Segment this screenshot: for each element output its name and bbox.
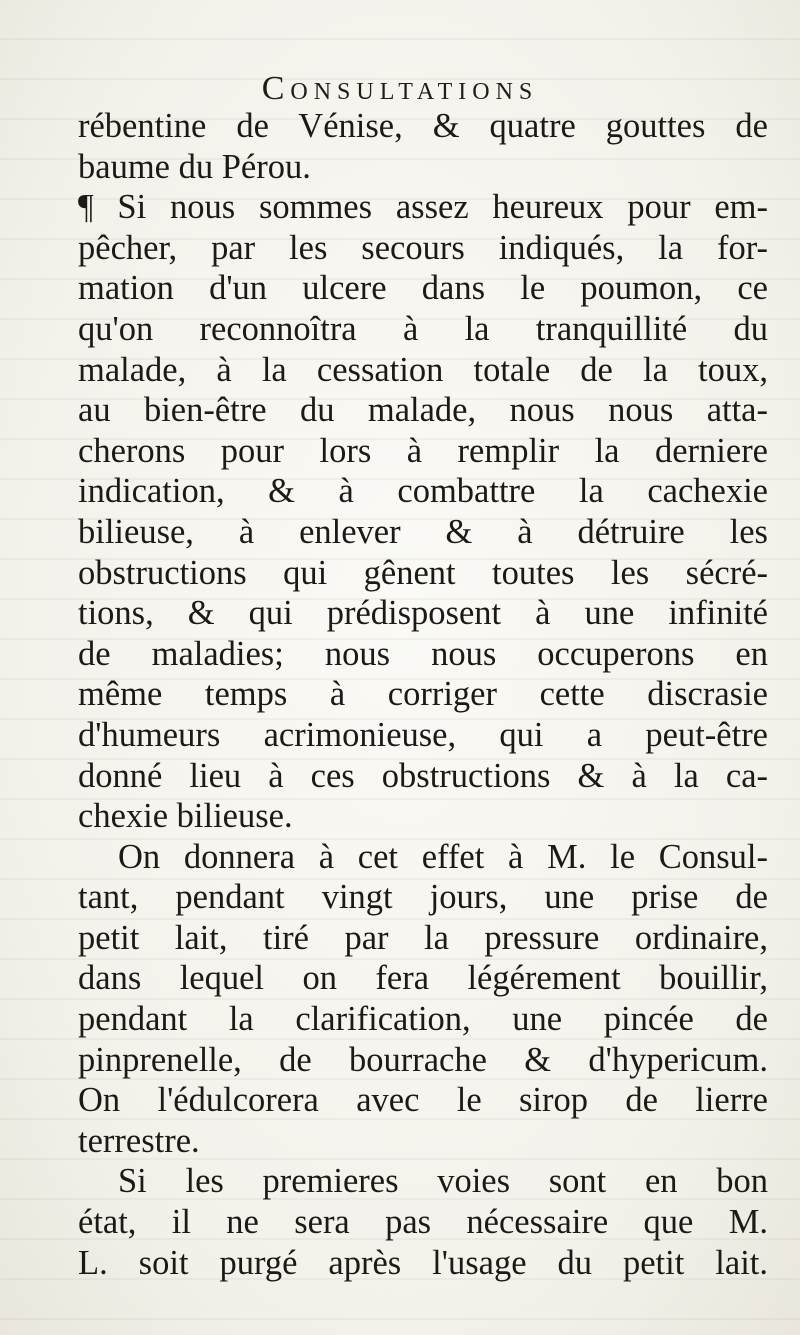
- text-line: terrestre.: [78, 1121, 200, 1160]
- text-line: qu'on reconnoîtra à la tranquillité du: [78, 309, 768, 348]
- text-line: malade, à la cessation totale de la toux,: [78, 350, 768, 389]
- text-line: On donnera à cet effet à M. le Consul-: [118, 837, 768, 876]
- text-line: bilieuse, à enlever & à détruire les: [78, 512, 768, 551]
- text-line: mation d'un ulcere dans le poumon, ce: [78, 269, 768, 308]
- text-line: petit lait, tiré par la pressure ordinaire,: [78, 918, 768, 957]
- text-line: de maladies; nous nous occuperons en: [78, 634, 768, 673]
- text-line: chexie bilieuse.: [78, 797, 293, 836]
- text-line: tions, & qui prédisposent à une infinité: [78, 594, 768, 633]
- body-text: [78, 106, 768, 1283]
- text-line: ¶ Si nous sommes assez heureux pour em-: [78, 188, 768, 227]
- text-line: pêcher, par les secours indiqués, la for-: [78, 228, 768, 267]
- text-line: état, il ne sera pas nécessaire que M.: [78, 1203, 768, 1242]
- text-line: tant, pendant vingt jours, une prise de: [78, 878, 768, 917]
- text-line: indication, & à combattre la cachexie: [78, 472, 768, 511]
- text-line: même temps à corriger cette discrasie: [78, 675, 768, 714]
- text-line: baume du Pérou.: [78, 147, 311, 186]
- text-line: On l'édulcorera avec le sirop de lierre: [78, 1081, 768, 1120]
- text-line: d'humeurs acrimonieuse, qui a peut-être: [78, 715, 768, 754]
- text-line: dans lequel on fera légérement bouillir,: [78, 959, 768, 998]
- text-line: L. soit purgé après l'usage du petit lait.: [78, 1243, 768, 1282]
- text-line: cherons pour lors à remplir la derniere: [78, 431, 768, 470]
- running-header: Consultations: [261, 70, 539, 107]
- text-line: Si les premieres voies sont en bon: [118, 1162, 768, 1201]
- text-line: au bien-être du malade, nous nous atta-: [78, 391, 768, 430]
- text-line: obstructions qui gênent toutes les sécré-: [78, 553, 768, 592]
- text-line: pinprenelle, de bourrache & d'hypericum.: [78, 1040, 768, 1079]
- text-line: pendant la clarification, une pincée de: [78, 1000, 768, 1039]
- text-line: donné lieu à ces obstructions & à la ca-: [78, 756, 768, 795]
- text-line: rébentine de Vénise, & quatre gouttes de: [78, 107, 768, 145]
